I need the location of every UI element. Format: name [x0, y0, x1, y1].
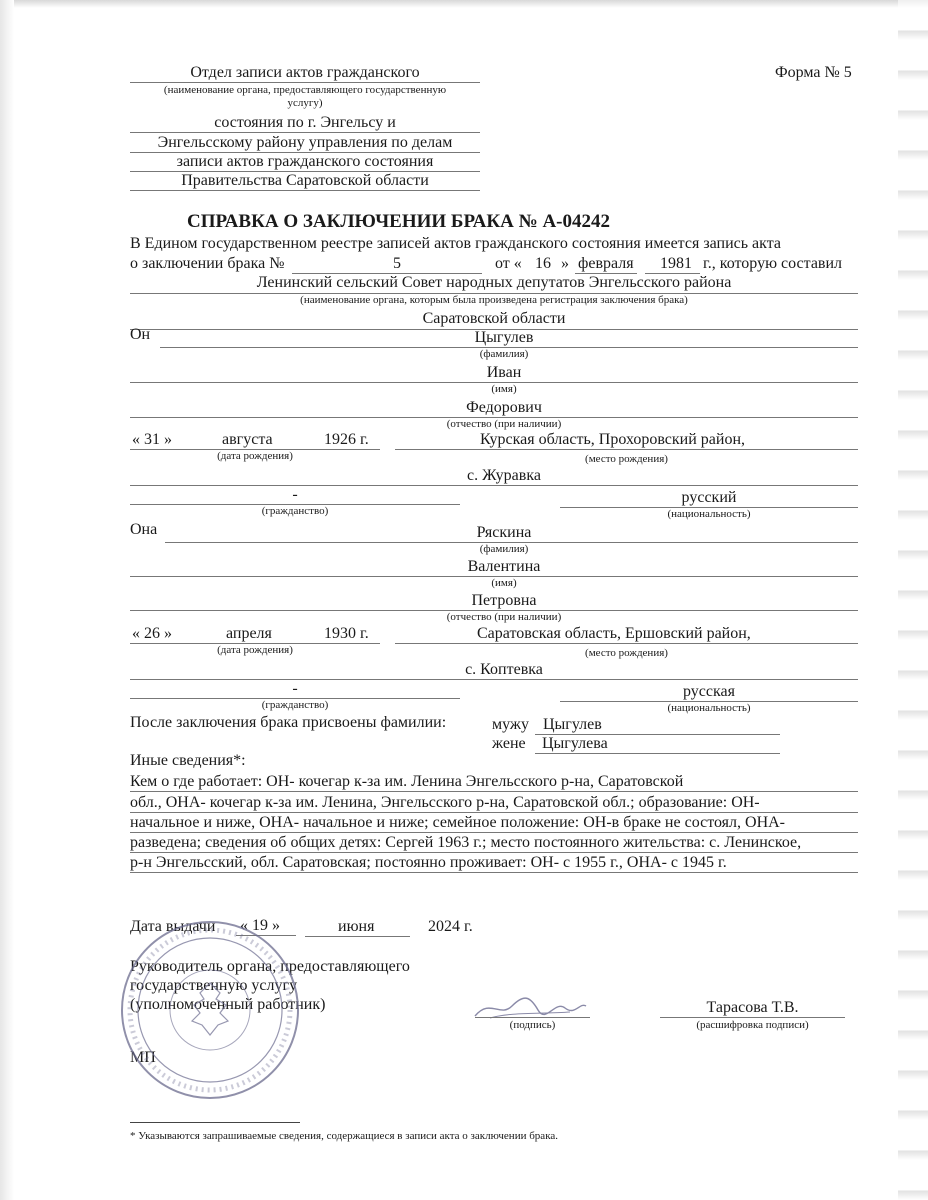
- issue-month-underline: [305, 936, 410, 937]
- organ-name-line-2: состояния по г. Энгельсу и: [214, 114, 396, 131]
- scan-edge-top: [0, 0, 928, 8]
- stamp-label: МП: [130, 1049, 156, 1066]
- wife-birth-place-2: с. Коптевка: [465, 661, 543, 678]
- wife-nationality: русская: [683, 683, 735, 700]
- issue-year: 2024 г.: [428, 918, 473, 935]
- organ-caption-2: услугу): [287, 97, 323, 109]
- husband-patronymic-caption: (отчество (при наличии): [446, 418, 562, 430]
- organ-name-underline-5: [130, 190, 480, 191]
- issue-date-label: Дата выдачи: [130, 918, 216, 935]
- record-number-prefix: о заключении брака №: [130, 255, 285, 272]
- husband-citizenship-caption: (гражданство): [261, 505, 329, 517]
- signer-position-3: (уполномоченный работник): [130, 996, 326, 1013]
- organ-name-line-1: Отдел записи актов гражданского: [190, 64, 420, 81]
- issue-day: « 19 »: [240, 917, 280, 934]
- husband-nationality: русский: [681, 489, 737, 506]
- after-marriage-label: После заключения брака присвоены фамилии:: [130, 714, 447, 731]
- organ-name-line-4: записи актов гражданского состояния: [176, 153, 434, 170]
- other-info-line-4: разведена; сведения об общих детях: Сергей 1963 г.; место постоянного жительства: с. Ленинское,: [130, 834, 802, 851]
- husband-name-caption: (имя): [491, 383, 517, 395]
- other-info-line-5: р-н Энгельсский, обл. Саратовская; постоянно проживает: ОН- с 1955 г., ОНА- с 1945 г.: [130, 854, 727, 871]
- other-info-line-3: начальное и ниже, ОНА- начальное и ниже; семейное положение: ОН-в браке не состоял, ОНА-: [130, 814, 785, 831]
- other-info-underline-1: [130, 791, 858, 792]
- footnote-rule: [130, 1122, 300, 1123]
- wife-surname-caption: (фамилия): [479, 543, 529, 555]
- husband-surname: Цыгулев: [474, 329, 534, 346]
- husband-name: Иван: [486, 364, 522, 381]
- organ-name-underline-1: [130, 82, 480, 83]
- signer-name-caption: (расшифровка подписи): [696, 1019, 809, 1031]
- wife-name: Валентина: [467, 558, 541, 575]
- record-day: 16: [535, 255, 551, 272]
- record-year: 1981: [660, 255, 692, 272]
- organ-name-line-3: Энгельсскому району управления по делам: [157, 134, 453, 151]
- record-day-close: »: [561, 255, 569, 272]
- signature-underline: [475, 1017, 590, 1018]
- registrar-line-1: Ленинский сельский Совет народных депутатов Энгельсского района: [256, 274, 732, 291]
- husband-surname-caption: (фамилия): [479, 348, 529, 360]
- signer-position-1: Руководитель органа, предоставляющего: [130, 958, 410, 975]
- wife-birth-month: апреля: [226, 625, 272, 642]
- official-seal-icon: [115, 915, 305, 1105]
- other-info-underline-3: [130, 832, 858, 833]
- document-title: СПРАВКА О ЗАКЛЮЧЕНИИ БРАКА № А-04242: [187, 211, 611, 232]
- organ-caption-1: (наименование органа, предоставляющего государственную: [163, 84, 447, 96]
- other-info-label: Иные сведения*:: [130, 752, 246, 769]
- issue-month: июня: [338, 918, 375, 935]
- record-month: февраля: [578, 255, 634, 272]
- wife-surname: Ряскина: [476, 524, 532, 541]
- husband-birth-year: 1926 г.: [324, 431, 369, 448]
- wife-name-caption: (имя): [491, 577, 517, 589]
- wife-birth-place-1: Саратовская область, Ершовский район,: [477, 625, 751, 642]
- husband-nationality-caption: (национальность): [667, 508, 751, 520]
- other-info-line-2: обл., ОНА- кочегар к-за им. Ленина, Энгельсского р-на, Саратовской обл.; образование: ОН-: [130, 794, 760, 811]
- husband-citizenship: -: [292, 486, 298, 503]
- record-suffix: г., которую составил: [703, 255, 843, 272]
- signer-position-2: государственную услугу: [130, 977, 298, 994]
- husband-birth-date-caption: (дата рождения): [217, 450, 293, 462]
- wife-nationality-caption: (национальность): [667, 702, 751, 714]
- organ-name-line-5: Правительства Саратовской области: [181, 172, 429, 189]
- husband-patronymic: Федорович: [466, 399, 542, 416]
- other-info-underline-4: [130, 852, 858, 853]
- husband-birth-month: августа: [222, 431, 273, 448]
- wife-patronymic: Петровна: [471, 592, 537, 609]
- husband-birth-place-1: Курская область, Прохоровский район,: [480, 431, 746, 448]
- wife-citizenship-caption: (гражданство): [261, 699, 329, 711]
- other-info-line-1: Кем о где работает: ОН- кочегар к-за им. Ленина Энгельсского р-на, Саратовской: [130, 773, 684, 790]
- wife-patronymic-caption: (отчество (при наличии): [446, 611, 562, 623]
- husband-new-surname: Цыгулев: [543, 716, 602, 733]
- wife-citizenship: -: [292, 680, 298, 697]
- record-intro: В Едином государственном реестре записей актов гражданского состояния имеется запись акта: [130, 235, 782, 252]
- wife-birth-place-caption: (место рождения): [585, 647, 668, 659]
- husband-birth-place-2-underline: [130, 485, 858, 486]
- husband-birth-place-underline: [395, 449, 858, 450]
- wife-birth-year: 1930 г.: [324, 625, 369, 642]
- other-info-underline-2: [130, 812, 858, 813]
- other-info-underline-5: [130, 872, 858, 873]
- record-from-label: от «: [495, 255, 522, 272]
- scan-edge-right: [898, 0, 928, 1200]
- form-number: Форма № 5: [775, 64, 852, 81]
- wife-birth-date-caption: (дата рождения): [217, 644, 293, 656]
- husband-birth-place-2: с. Журавка: [467, 467, 541, 484]
- registrar-line-2: Саратовской области: [422, 310, 566, 327]
- husband-birth-day: « 31 »: [132, 431, 172, 448]
- footnote: * Указываются запрашиваемые сведения, содержащиеся в записи акта о заключении брака.: [130, 1130, 559, 1142]
- wife-label: Она: [130, 521, 158, 538]
- wife-birth-place-2-underline: [130, 679, 858, 680]
- record-number: 5: [393, 255, 401, 272]
- husband-label: Он: [130, 326, 151, 343]
- wife-new-surname-underline: [535, 753, 780, 754]
- organ-name-underline-2: [130, 132, 480, 133]
- husband-birth-place-caption: (место рождения): [585, 453, 668, 465]
- signer-name-underline: [660, 1017, 845, 1018]
- husband-new-surname-label: мужу: [492, 716, 529, 733]
- wife-birth-day: « 26 »: [132, 625, 172, 642]
- signature-caption: (подпись): [509, 1019, 556, 1031]
- wife-new-surname-label: жене: [492, 735, 526, 752]
- scan-edge-left: [0, 0, 14, 1200]
- wife-new-surname: Цыгулева: [542, 735, 608, 752]
- wife-birth-place-underline: [395, 643, 858, 644]
- registrar-caption: (наименование органа, которым была произведена регистрация заключения брака): [300, 294, 688, 306]
- signer-name: Тарасова Т.В.: [706, 999, 799, 1016]
